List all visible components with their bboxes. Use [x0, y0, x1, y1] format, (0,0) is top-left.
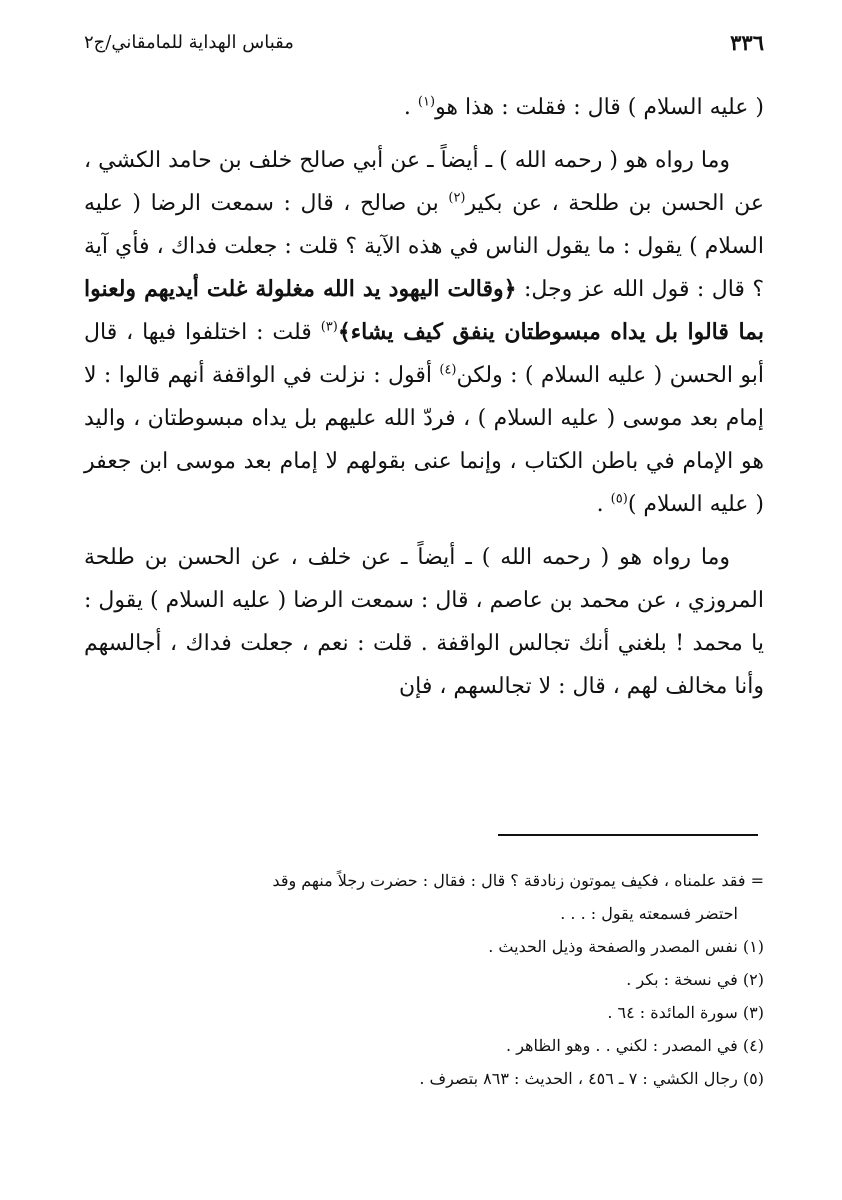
- paragraph-2-text-2: بن صالح ، قال : سمعت الرضا ( عليه السلام ) يقول : ما يقول الناس في هذه الآية ؟ قلت : جعلت فداك ، فأي آية ؟ قال : قول الله عز وجل:: [84, 191, 764, 302]
- footnotes: [84, 864, 764, 1095]
- footnote-3: (٣) سورة المائدة : ٦٤ .: [607, 1003, 764, 1022]
- paragraph-1-end: .: [403, 95, 418, 120]
- quran-verse: ﴿وقالت اليهود يد الله مغلولة غلت أيديهم ولعنوا بما قالوا بل يداه مبسوطتان ينفق كيف يشاء﴾: [84, 276, 764, 345]
- paragraph-1-text: ( عليه السلام ) قال : فقلت : هذا هو: [435, 95, 764, 120]
- footnote-ref-2: (٢): [448, 190, 466, 206]
- page-header: [84, 30, 764, 64]
- paragraph-3-text: وما رواه هو ( رحمه الله ) ـ أيضاً ـ عن خلف ، عن الحسن بن طلحة المروزي ، عن محمد بن عاصم ، قال : سمعت الرضا ( عليه السلام ) يقول : يا محمد ! بلغني أنك تجالس الواقفة . قلت : نعم ، جعلت فداك ، أجالسهم وأنا مخالف لهم ، قال : لا تجالسهم ، فإن: [84, 545, 764, 699]
- footnote-ref-1: (١): [417, 94, 436, 110]
- footnote-continuation-1: = فقد علمناه ، فكيف يموتون زنادقة ؟ قال : فقال : حضرت رجلاً منهم وقد: [272, 871, 764, 890]
- paragraph-2-text-3: قلت : اختلفوا فيها ، قال أبو الحسن ( عليه السلام ) : ولكن: [84, 320, 764, 388]
- footnote-continuation-2: احتضر فسمعته يقول : . . .: [560, 904, 738, 923]
- footnote-5: (٥) رجال الكشي : ٧ ـ ٤٥٦ ، الحديث : ٨٦٣ بتصرف .: [419, 1069, 764, 1088]
- footnote-ref-3: (٣): [320, 319, 338, 335]
- paragraph-2-text-4: أقول : نزلت في الواقفة أنهم قالوا : لا إمام بعد موسى ( عليه السلام ) ، فردّ الله عليهم بل يداه مبسوطتان ، واليد هو الإمام في باطن الكتاب ، وإنما عنى بقولهم لا إمام بعد موسى ابن جعفر ( عليه السلام ): [84, 363, 764, 517]
- footnote-ref-4: (٤): [439, 362, 457, 378]
- paragraph-3: [84, 536, 764, 708]
- paragraph-2: [84, 139, 764, 526]
- footnote-4: (٤) في المصدر : لكني . . وهو الظاهر .: [506, 1036, 764, 1055]
- body-text: [84, 86, 764, 718]
- paragraph-1: [84, 86, 764, 129]
- paragraph-2-end: .: [596, 492, 611, 517]
- paragraph-2-text-1: وما رواه هو ( رحمه الله ) ـ أيضاً ـ عن أبي صالح خلف بن حامد الكشي ، عن الحسن بن طلحة ، عن بكير: [84, 148, 765, 216]
- footnote-1: (١) نفس المصدر والصفحة وذيل الحديث .: [488, 937, 764, 956]
- running-title: مقباس الهداية للمامقاني/ج٢: [84, 32, 294, 53]
- footnote-separator: [498, 834, 758, 836]
- footnote-2: (٢) في نسخة : بكر .: [626, 970, 764, 989]
- page-number: ٣٣٦: [730, 30, 764, 55]
- footnote-ref-5: (٥): [610, 491, 628, 507]
